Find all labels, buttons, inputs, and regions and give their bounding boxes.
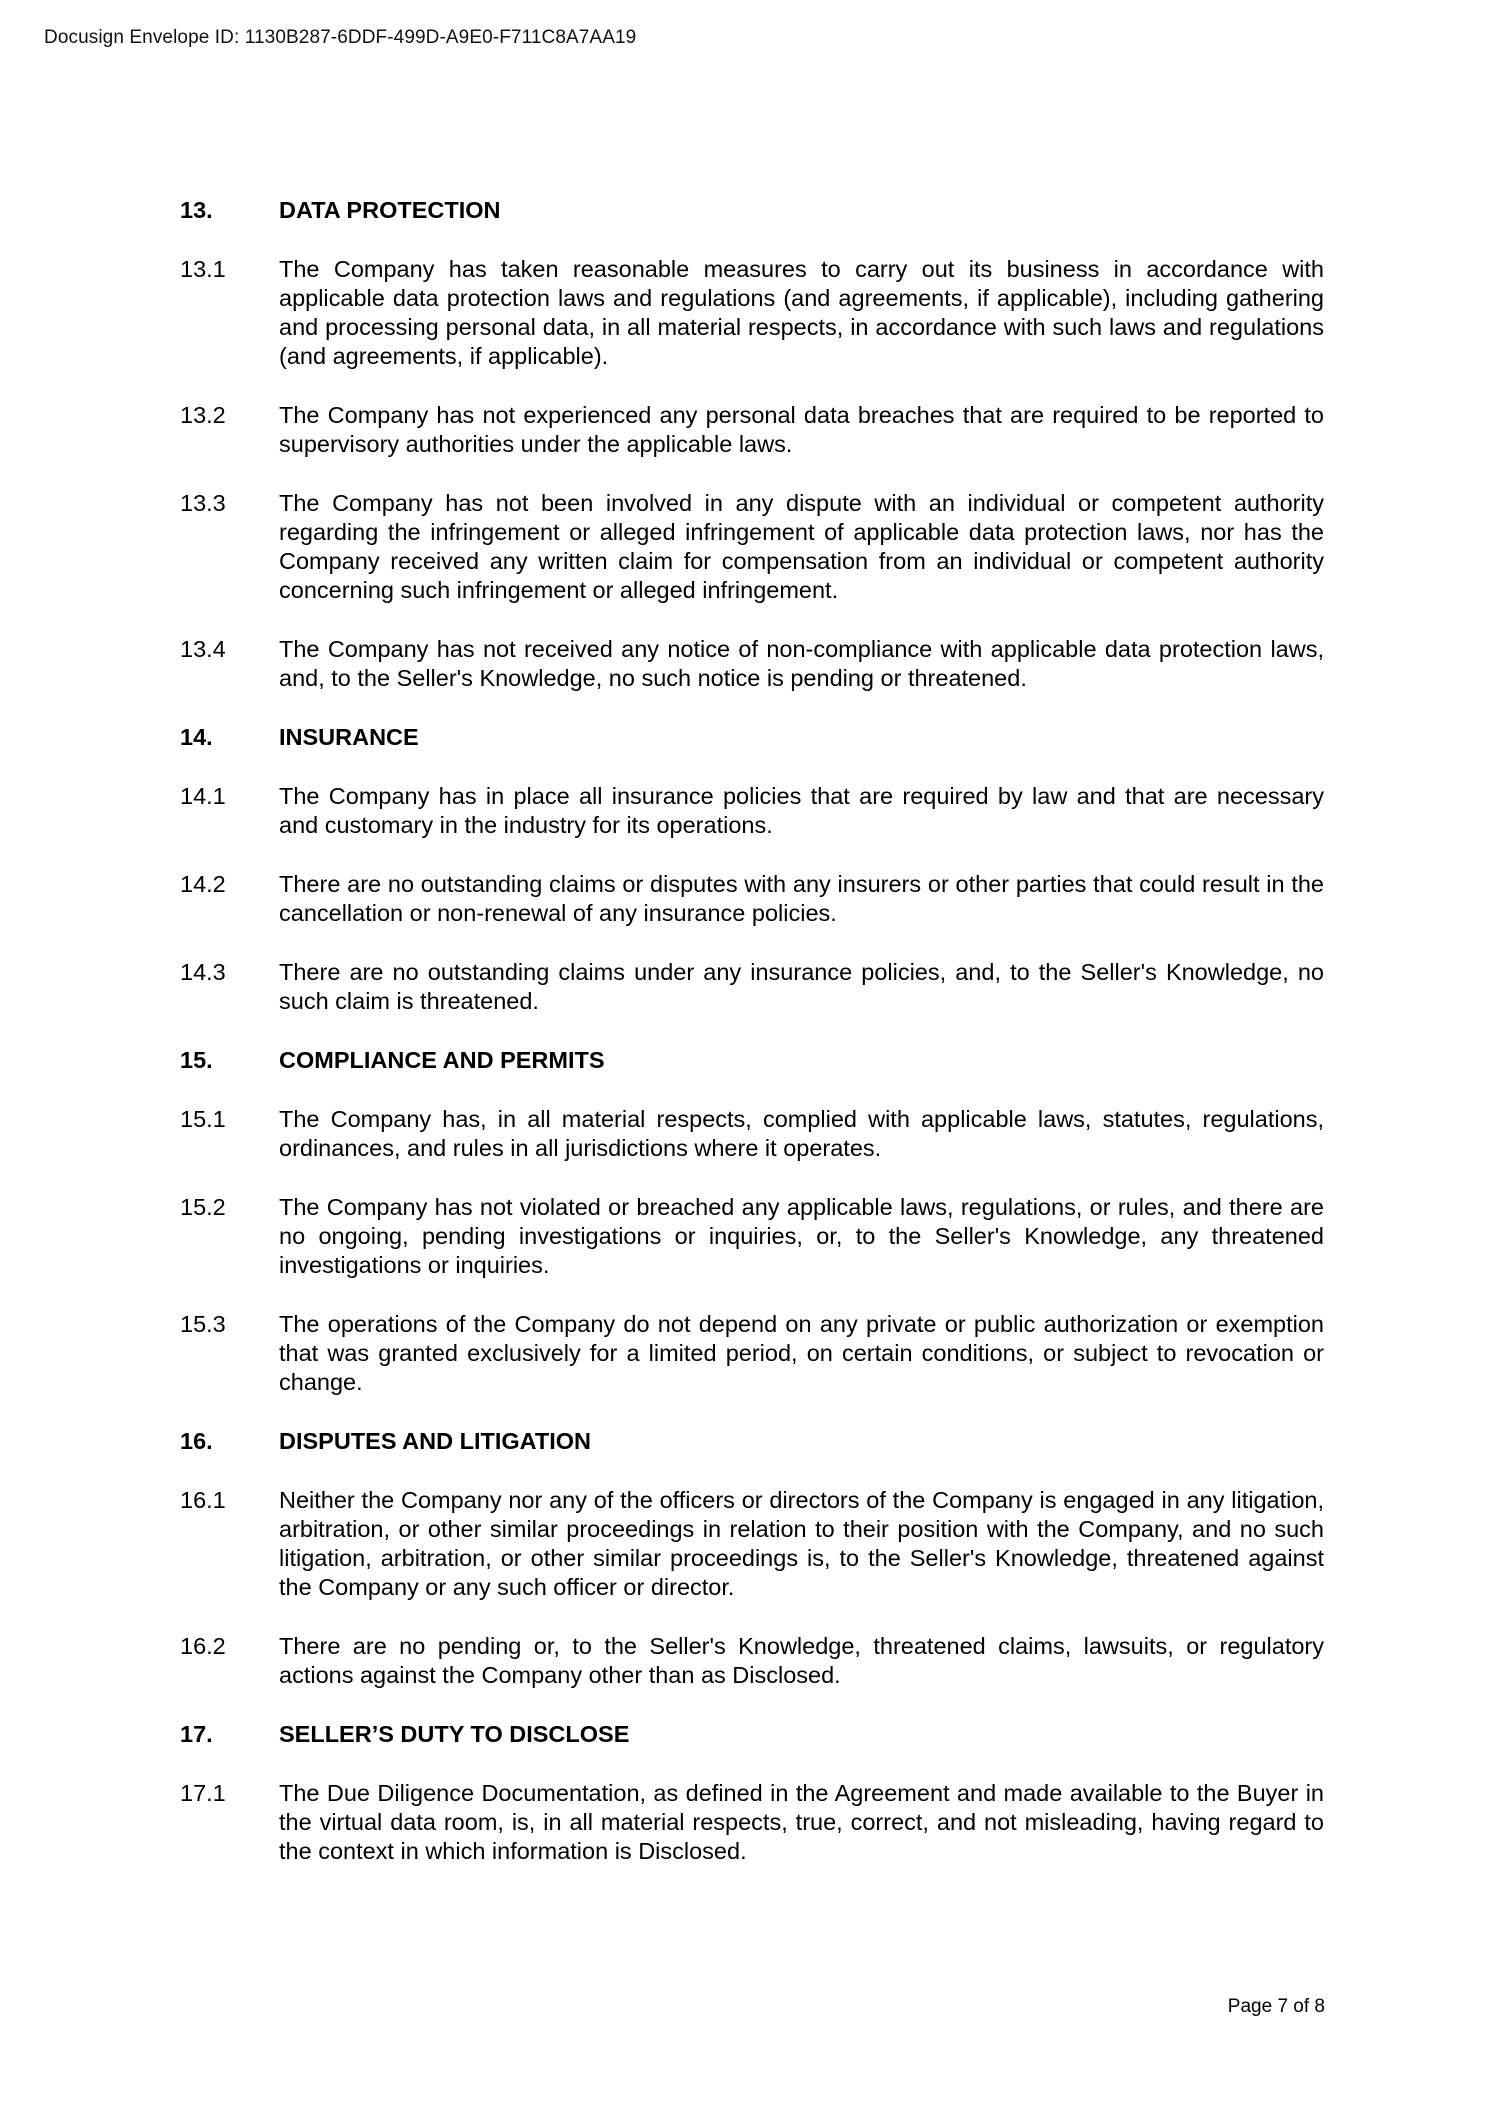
clause-number: 13.3 (180, 490, 226, 516)
section-number: 14. (180, 724, 213, 750)
clause-text: The Company has in place all insurance policies that are required by law and that are necessary and customary in the industry for its operations. (279, 783, 1324, 838)
clause-number: 16.1 (180, 1487, 226, 1513)
clause (180, 1193, 1324, 1280)
clause-text: There are no outstanding claims under any insurance policies, and, to the Seller's Knowledge, no such claim is threatened. (279, 959, 1324, 1014)
clause-number: 14.3 (180, 959, 226, 985)
clause (180, 1486, 1324, 1602)
clause-number: 15.2 (180, 1194, 226, 1220)
clause-text: The Company has not violated or breached any applicable laws, regulations, or rules, and there are no ongoing, pending investigations or inquiries, or, to the Seller's Knowledge, any threatened investigations or inquiries. (279, 1194, 1324, 1278)
clause (180, 401, 1324, 459)
clause-number: 13.2 (180, 402, 226, 428)
section-heading (180, 1427, 1324, 1456)
clause-number: 16.2 (180, 1633, 226, 1659)
clause-text: Neither the Company nor any of the officers or directors of the Company is engaged in any litigation, arbitration, or other similar proceedings in relation to their position with the Company, and no such litigation, arbitration, or other similar proceedings is, to the Seller's Knowledge, threatened against the Company or any such officer or director. (279, 1487, 1324, 1600)
clause (180, 958, 1324, 1016)
document-body (180, 196, 1324, 1866)
section-title: INSURANCE (279, 724, 419, 750)
clause-number: 13.4 (180, 636, 226, 662)
clause-text: The Company has not received any notice of non-compliance with applicable data protection laws, and, to the Seller's Knowledge, no such notice is pending or threatened. (279, 636, 1324, 691)
clause (180, 870, 1324, 928)
clause-text: The Company has taken reasonable measures to carry out its business in accordance with applicable data protection laws and regulations (and agreements, if applicable), including gathering and processing personal data, in all material respects, in accordance with such laws and regulations (and agreements, if applicable). (279, 256, 1324, 369)
clause-text: The Due Diligence Documentation, as defined in the Agreement and made available to the Buyer in the virtual data room, is, in all material respects, true, correct, and not misleading, having regard to the context in which information is Disclosed. (279, 1780, 1324, 1864)
section-title: COMPLIANCE AND PERMITS (279, 1047, 605, 1073)
envelope-id: Docusign Envelope ID: 1130B287-6DDF-499D-A9E0-F711C8A7AA19 (44, 27, 637, 48)
clause (180, 782, 1324, 840)
clause-number: 14.2 (180, 871, 226, 897)
clause (180, 255, 1324, 371)
section-number: 15. (180, 1047, 213, 1073)
section-number: 17. (180, 1721, 213, 1747)
page-number: Page 7 of 8 (1227, 1996, 1325, 2017)
clause-number: 15.1 (180, 1106, 226, 1132)
clause-text: The Company has, in all material respects, complied with applicable laws, statutes, regulations, ordinances, and rules in all jurisdictions where it operates. (279, 1106, 1324, 1161)
section-heading (180, 1720, 1324, 1749)
clause-number: 14.1 (180, 783, 226, 809)
clause (180, 1779, 1324, 1866)
section-number: 13. (180, 197, 213, 223)
clause-text: The Company has not been involved in any dispute with an individual or competent authority regarding the infringement or alleged infringement of applicable data protection laws, nor has the Company received any written claim for compensation from an individual or competent authority concerning such infringement or alleged infringement. (279, 490, 1324, 603)
clause-text: There are no pending or, to the Seller's Knowledge, threatened claims, lawsuits, or regulatory actions against the Company other than as Disclosed. (279, 1633, 1324, 1688)
section-heading (180, 1046, 1324, 1075)
clause-text: There are no outstanding claims or disputes with any insurers or other parties that could result in the cancellation or non-renewal of any insurance policies. (279, 871, 1324, 926)
clause (180, 1105, 1324, 1163)
section-heading (180, 196, 1324, 225)
section-title: SELLER’S DUTY TO DISCLOSE (279, 1721, 630, 1747)
section-title: DATA PROTECTION (279, 197, 501, 223)
clause-text: The Company has not experienced any personal data breaches that are required to be reported to supervisory authorities under the applicable laws. (279, 402, 1324, 457)
clause-number: 13.1 (180, 256, 226, 282)
clause (180, 635, 1324, 693)
section-title: DISPUTES AND LITIGATION (279, 1428, 592, 1454)
clause (180, 489, 1324, 605)
section-heading (180, 723, 1324, 752)
clause-number: 15.3 (180, 1311, 226, 1337)
clause-number: 17.1 (180, 1780, 226, 1806)
clause-text: The operations of the Company do not depend on any private or public authorization or exemption that was granted exclusively for a limited period, on certain conditions, or subject to revocation or change. (279, 1311, 1324, 1395)
clause (180, 1310, 1324, 1397)
section-number: 16. (180, 1428, 213, 1454)
clause (180, 1632, 1324, 1690)
